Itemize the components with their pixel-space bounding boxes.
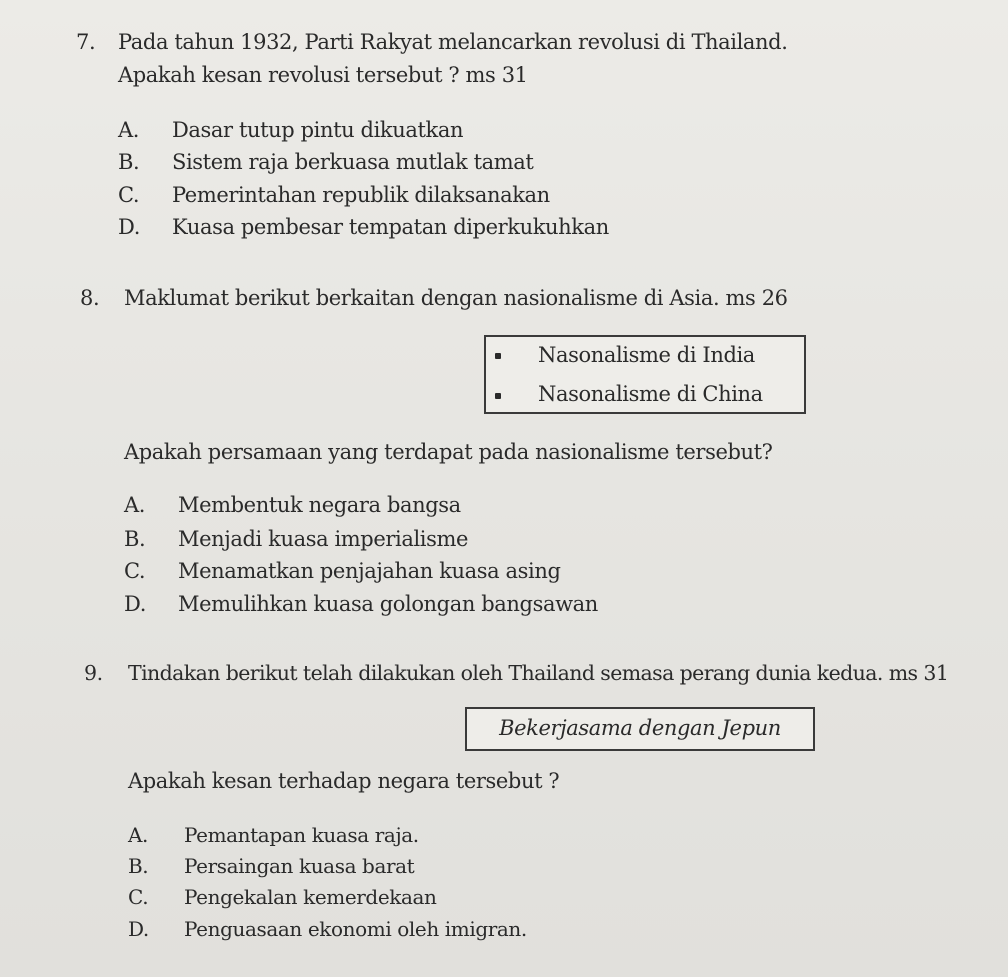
option-text-c[interactable]: Pengekalan kemerdekaan [184, 885, 437, 909]
bullet-icon [495, 393, 501, 399]
option-letter-d[interactable]: D. [128, 917, 149, 941]
option-letter-b[interactable]: B. [118, 150, 140, 174]
question-text: Tindakan berikut telah dilakukan oleh Thailand semasa perang dunia kedua. ms 31 [128, 661, 949, 685]
option-text-b[interactable]: Persaingan kuasa barat [184, 854, 415, 878]
info-box [484, 335, 806, 414]
question-number: 8. [80, 286, 100, 310]
option-letter-c[interactable]: C. [124, 559, 146, 583]
option-text-d[interactable]: Memulihkan kuasa golongan bangsawan [178, 592, 598, 616]
option-letter-b[interactable]: B. [128, 854, 149, 878]
option-text-a[interactable]: Dasar tutup pintu dikuatkan [172, 118, 464, 142]
option-letter-b[interactable]: B. [124, 527, 146, 551]
option-letter-a[interactable]: A. [118, 118, 140, 142]
option-text-b[interactable]: Menjadi kuasa imperialisme [178, 527, 468, 551]
question-text: Pada tahun 1932, Parti Rakyat melancarkan revolusi di Thailand. [118, 30, 788, 54]
option-text-a[interactable]: Membentuk negara bangsa [178, 493, 461, 517]
option-text-d[interactable]: Penguasaan ekonomi oleh imigran. [184, 917, 527, 941]
question-prompt: Apakah persamaan yang terdapat pada nasionalisme tersebut? [124, 440, 773, 464]
question-prompt: Apakah kesan revolusi tersebut ? ms 31 [118, 63, 528, 87]
question-number: 9. [84, 661, 103, 685]
option-letter-a[interactable]: A. [124, 493, 146, 517]
option-text-c[interactable]: Menamatkan penjajahan kuasa asing [178, 559, 561, 583]
option-text-b[interactable]: Sistem raja berkuasa mutlak tamat [172, 150, 534, 174]
info-box-item: Nasonalisme di India [538, 343, 755, 367]
option-text-d[interactable]: Kuasa pembesar tempatan diperkukuhkan [172, 215, 609, 239]
question-text: Maklumat berikut berkaitan dengan nasionalisme di Asia. ms 26 [124, 286, 788, 310]
bullet-icon [495, 353, 501, 359]
option-letter-d[interactable]: D. [118, 215, 140, 239]
option-text-c[interactable]: Pemerintahan republik dilaksanakan [172, 183, 550, 207]
info-box-item: Nasonalisme di China [538, 382, 763, 406]
info-box [465, 707, 815, 751]
question-number: 7. [76, 30, 96, 54]
option-letter-c[interactable]: C. [128, 885, 149, 909]
info-box-text: Bekerjasama dengan Jepun [499, 716, 781, 740]
question-prompt: Apakah kesan terhadap negara tersebut ? [128, 769, 560, 793]
option-letter-d[interactable]: D. [124, 592, 146, 616]
option-letter-c[interactable]: C. [118, 183, 140, 207]
option-letter-a[interactable]: A. [128, 823, 149, 847]
option-text-a[interactable]: Pemantapan kuasa raja. [184, 823, 419, 847]
